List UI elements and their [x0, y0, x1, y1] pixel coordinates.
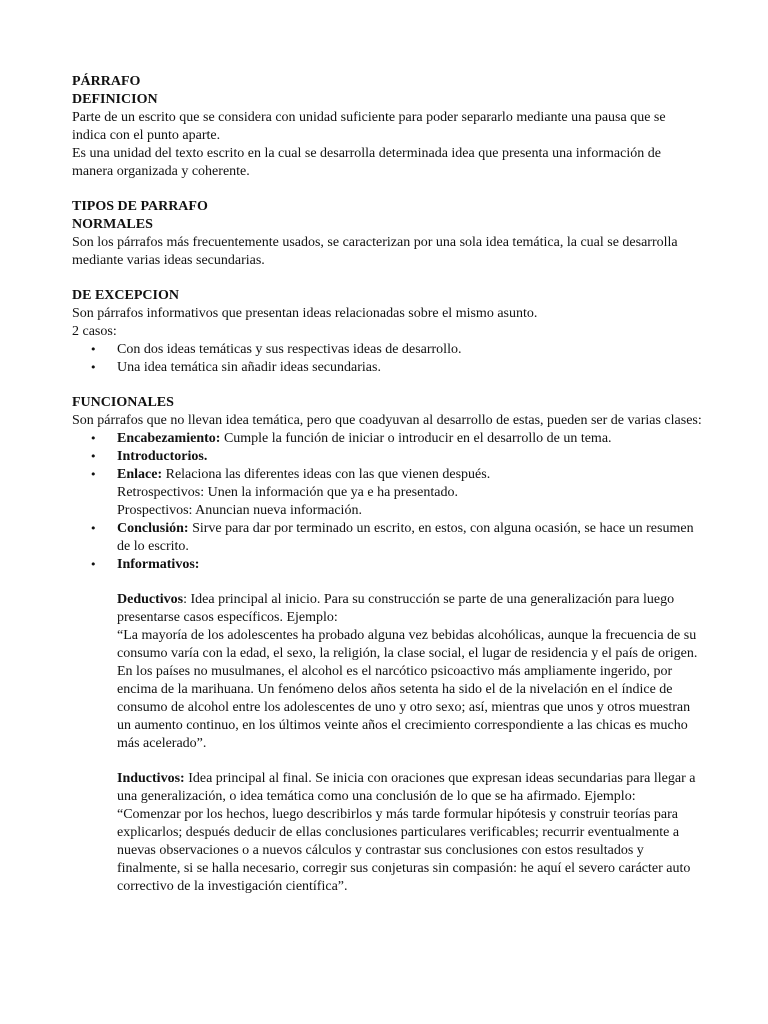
tipos-heading: TIPOS DE PARRAFO	[72, 199, 208, 214]
excepcion-casos: 2 casos:	[72, 324, 117, 339]
normales-heading: NORMALES	[72, 217, 153, 232]
funcionales-heading: FUNCIONALES	[72, 395, 174, 410]
deductivos-term: Deductivos	[117, 592, 184, 607]
inductivos-paragraph	[117, 770, 702, 806]
normales-paragraph: Son los párrafos más frecuentemente usados, se caracterizan por una sola idea temática, la cual se desarrolla mediante varias ideas secundarias.	[72, 235, 678, 268]
list-item-encabezamiento	[72, 430, 702, 448]
encabezamiento-text: Cumple la función de iniciar o introducir en el desarrollo de un tema.	[220, 431, 612, 446]
conclusion-term: Conclusión:	[117, 521, 189, 536]
deductivos-quote: “La mayoría de los adolescentes ha probado alguna vez bebidas alcohólicas, aunque la frecuencia de su consumo varía con la edad, el sexo, la religión, la clase social, el lugar de residencia y el país de origen. En los países no musulmanes, el alcohol es el narcótico psicoactivo más ampliamente ingerido, por encima de la marihuana. Un fenómeno delos años setenta ha sido el de la nivelación en el índice de consumo de alcohol entre los adolescentes de uno y otro sexo; así, mientras que unos y otros muestran un aumento continuo, en los últimos veinte años el crecimiento correspondiente a las chicas es mucho más acelerado”.	[117, 628, 698, 751]
inductivos-block	[72, 770, 702, 896]
inductivos-term: Inductivos:	[117, 771, 185, 786]
definicion-paragraph-1: Parte de un escrito que se considera con unidad suficiente para poder separarlo mediante una pausa que se indica con el punto aparte.	[72, 110, 666, 143]
list-item: • Con dos ideas temáticas y sus respectivas ideas de desarrollo.	[72, 341, 702, 359]
list-item: • Una idea temática sin añadir ideas secundarias.	[72, 359, 702, 377]
deductivos-paragraph	[117, 591, 702, 627]
funcionales-list	[72, 430, 702, 574]
excepcion-list	[72, 341, 702, 377]
retrospectivos-line: Retrospectivos: Unen la información que ya e ha presentado.	[117, 485, 458, 500]
deductivos-text: : Idea principal al inicio. Para su construcción se parte de una generalización para luego presentarse casos específicos. Ejemplo:	[117, 592, 675, 625]
document-page	[72, 73, 702, 896]
prospectivos-line: Prospectivos: Anuncian nueva información.	[117, 503, 362, 518]
inductivos-quote: “Comenzar por los hechos, luego describirlos y más tarde formular hipótesis y construir teorías para explicarlos; después deducir de ellas conclusiones particulares verificables; recurrir eventualmente a nuevas observaciones o a nuevos cálculos y contrastar sus conclusiones con estos resultados y finalmente, si se halla necesario, corregir sus conjeturas sin compasión: he aquí el severo carácter auto correctivo de la investigación científica”.	[117, 807, 691, 894]
encabezamiento-term: Encabezamiento:	[117, 431, 221, 446]
funcionales-paragraph: Son párrafos que no llevan idea temática, pero que coadyuvan al desarrollo de estas, pueden ser de varias clases:	[72, 413, 702, 428]
list-item-informativos	[72, 556, 702, 574]
excepcion-paragraph: Son párrafos informativos que presentan ideas relacionadas sobre el mismo asunto.	[72, 306, 538, 321]
definicion-paragraph-2: Es una unidad del texto escrito en la cual se desarrolla determinada idea que presenta una información de manera organizada y coherente.	[72, 146, 661, 179]
enlace-text: Relaciona las diferentes ideas con las que vienen después.	[162, 467, 491, 482]
list-item-conclusion	[72, 520, 702, 556]
excepcion-heading: DE EXCEPCION	[72, 288, 179, 303]
informativos-term: Informativos:	[117, 557, 200, 572]
doc-title: PÁRRAFO	[72, 74, 141, 89]
inductivos-text: Idea principal al final. Se inicia con oraciones que expresan ideas secundarias para llegar a una generalización, o idea temática como una conclusión de lo que se ha afirmado. Ejemplo:	[117, 771, 696, 804]
list-item-introductorios	[72, 448, 702, 466]
list-item-enlace	[72, 466, 702, 520]
conclusion-text: Sirve para dar por terminado un escrito, en estos, con alguna ocasión, se hace un resumen de lo escrito.	[117, 521, 694, 554]
introductorios-term: Introductorios.	[117, 449, 208, 464]
deductivos-block	[72, 591, 702, 753]
enlace-term: Enlace:	[117, 467, 163, 482]
definicion-heading: DEFINICION	[72, 92, 158, 107]
